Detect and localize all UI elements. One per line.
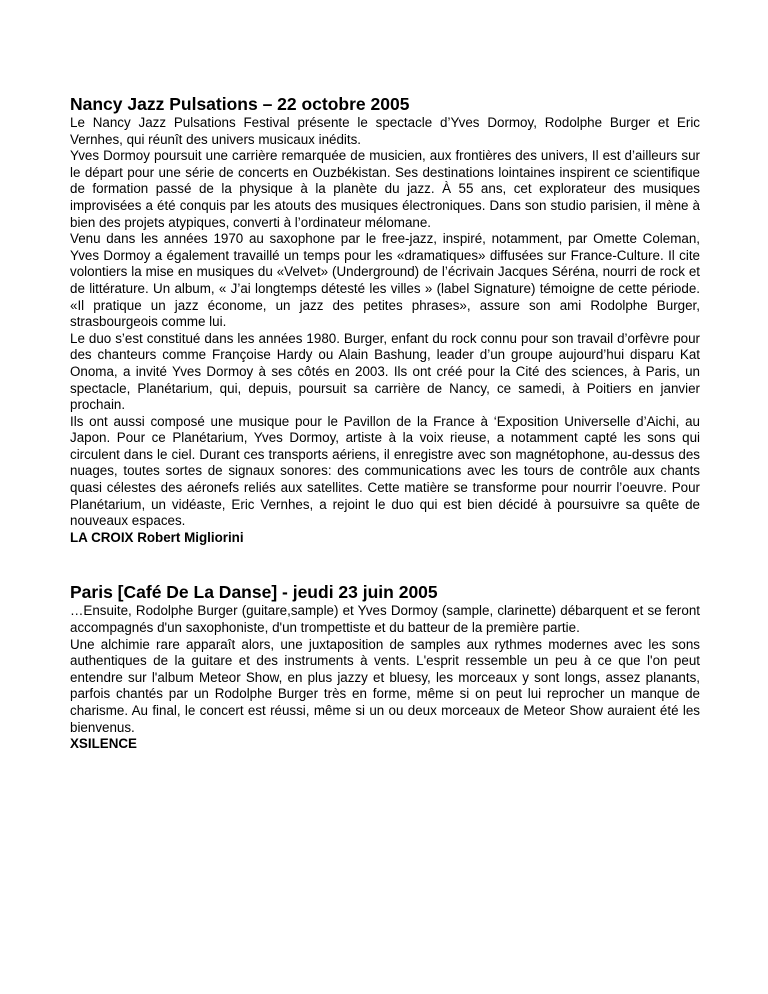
article-nancy	[70, 94, 700, 546]
article-paragraph: Le Nancy Jazz Pulsations Festival présente le spectacle d’Yves Dormoy, Rodolphe Burger et Eric Vernhes, qui réunît des univers musicaux inédits.	[70, 115, 700, 147]
article-paragraph: Ils ont aussi composé une musique pour le Pavillon de la France à ‘Exposition Universelle d’Aichi, au Japon. Pour ce Planétarium, Yves Dormoy, artiste à la voix rieuse, a notamment capté les sons qui circulent dans le ciel. Durant ces transports aériens, il enregistre avec son magnétophone, au-dessus des nuages, toutes sortes de signaux sonores: des communications avec les tours de contrôle aux chants quasi célestes des aéronefs reliés aux satellites. Cette matière se transforme pour nourrir l’oeuvre. Pour Planétarium, un vidéaste, Eric Vernhes, a rejoint le duo qui est bien décidé à poursuivre sa quête de nouveaux espaces.	[70, 413, 700, 529]
article-paragraph: …Ensuite, Rodolphe Burger (guitare,sample) et Yves Dormoy (sample, clarinette) débarquent et se feront accompagnés d'un saxophoniste, d'un trompettiste et du batteur de la première partie.	[70, 603, 700, 636]
article-paragraph: Yves Dormoy poursuit une carrière remarquée de musicien, aux frontières des univers, Il est d’ailleurs sur le départ pour une série de concerts en Ouzbékistan. Ses destinations lointaines inspirent ce scientifique de formation passé de la physique à la planète du jazz. À 55 ans, cet explorateur des musiques improvisées a été conquis par les atouts des musiques électroniques. Dans son studio parisien, il mène à bien des projets atypiques, converti à l’ordinateur mélomane.	[70, 148, 700, 230]
article-paragraph: Une alchimie rare apparaît alors, une juxtaposition de samples aux rythmes modernes avec les sons authentiques de la guitare et des instruments à vents. L'esprit ressemble un peu à ce que l'on peut entendre sur l'album Meteor Show, en plus jazzy et bluesy, les morceaux y sont longs, assez planants, parfois chantés par un Rodolphe Burger très en forme, même si on peut lui reprocher un manque de charisme. Au final, le concert est réussi, même si un ou deux morceaux de Meteor Show auraient été les bienvenus.	[70, 636, 700, 735]
article-heading: Paris [Café De La Danse] - jeudi 23 juin 2005	[70, 582, 438, 603]
article-source: XSILENCE	[70, 736, 137, 752]
article-paragraph: Le duo s’est constitué dans les années 1980. Burger, enfant du rock connu pour son travail d’orfèvre pour des chanteurs comme Françoise Hardy ou Alain Bashung, leader d’un groupe aujourd’hui disparu Kat Onoma, a invité Yves Dormoy à ses côtés en 2003. Ils ont créé pour la Cité des sciences, à Paris, un spectacle, Planétarium, qui, depuis, poursuit sa carrière de Nancy, ce samedi, à Poitiers en janvier prochain.	[70, 330, 700, 413]
article-paris	[70, 582, 700, 752]
article-paragraph: Venu dans les années 1970 au saxophone par le free-jazz, inspiré, notamment, par Omette Coleman, Yves Dormoy a également travaillé un temps pour les «dramatiques» diffusées sur France-Culture. Il cite volontiers la mise en musiques du «Velvet» (Underground) de l’écrivain Jacques Séréna, nourri de rock et de littérature. Un album, « J’ai longtemps détesté les villes » (label Signature) témoigne de cette période. «Il pratique un jazz économe, un jazz des petites phrases», assure son ami Rodolphe Burger, strasbourgeois comme lui.	[70, 231, 700, 330]
article-heading: Nancy Jazz Pulsations – 22 octobre 2005	[70, 94, 410, 114]
article-source: LA CROIX Robert Migliorini	[70, 529, 244, 545]
document-page	[70, 94, 700, 753]
